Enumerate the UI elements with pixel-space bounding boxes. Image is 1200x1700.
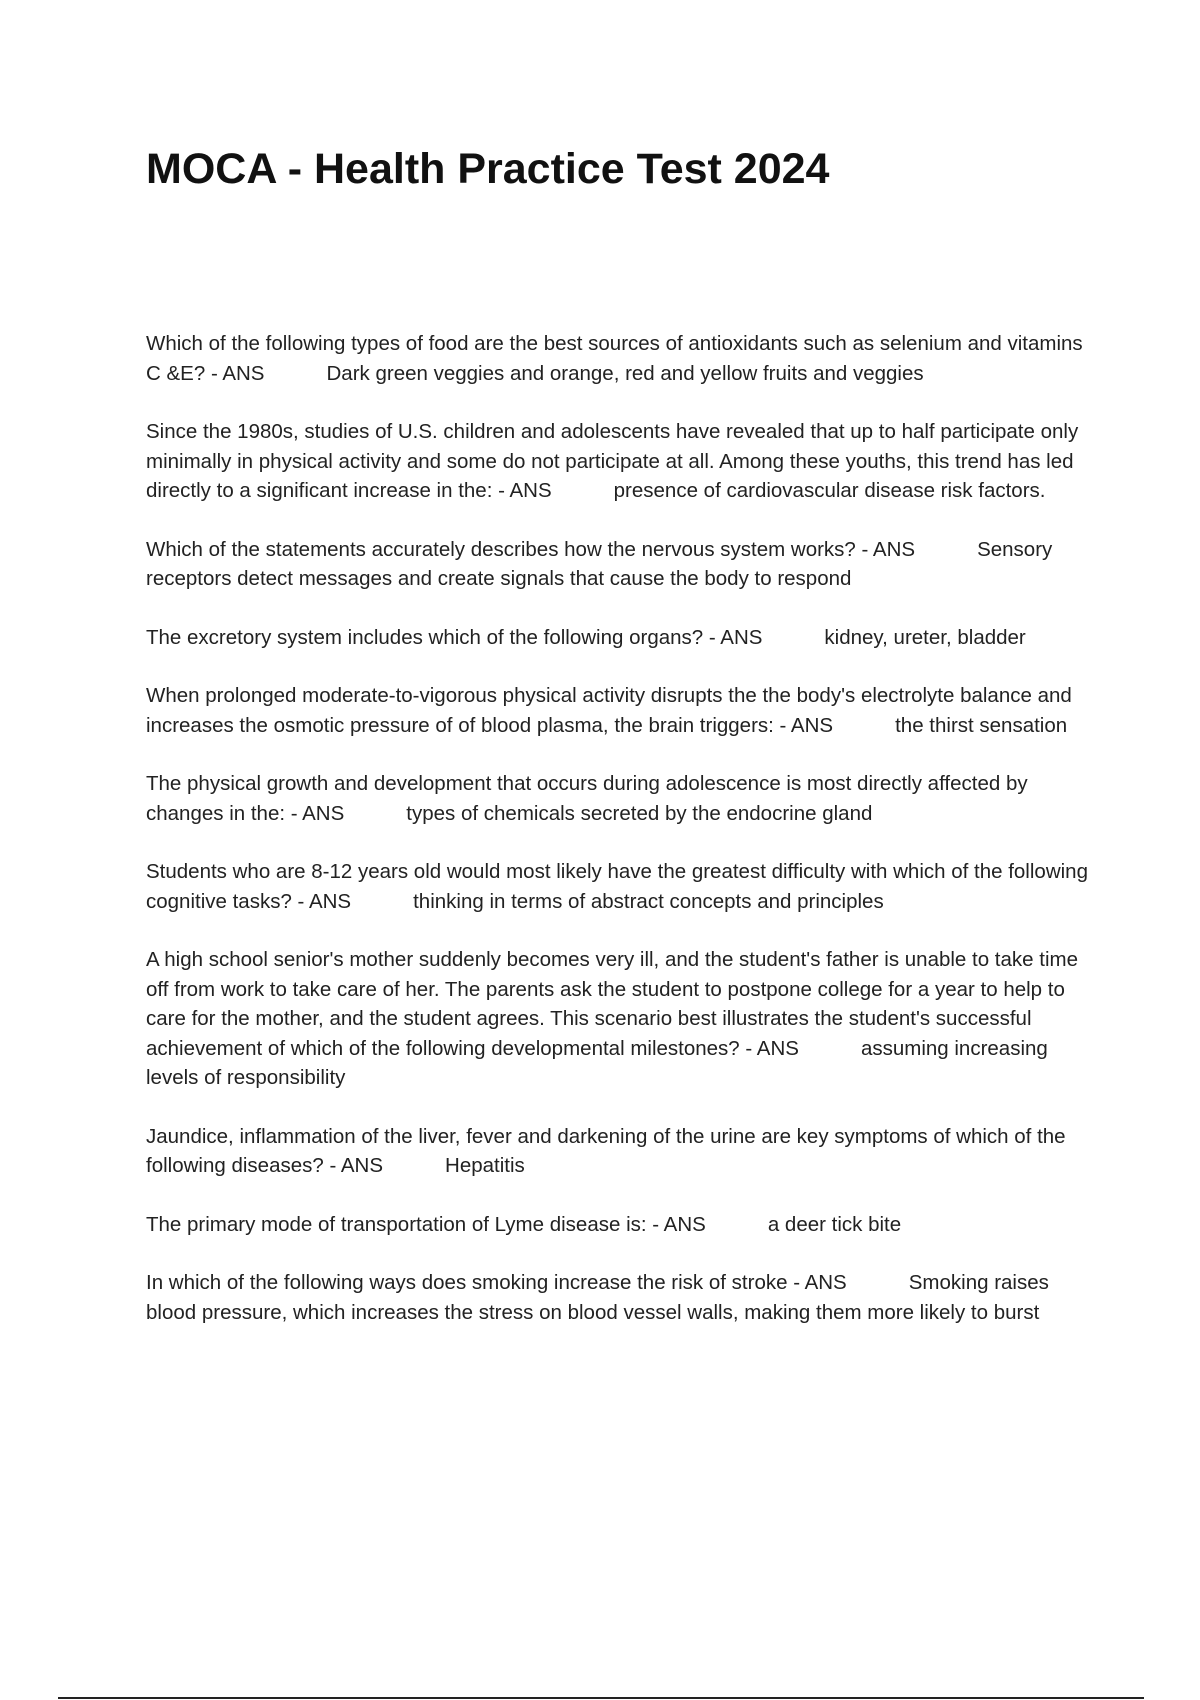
page-title: MOCA - Health Practice Test 2024 (146, 145, 830, 193)
answer-text: Sensory receptors detect messages and create signals that cause the body to respond (146, 537, 1053, 590)
qa-item (146, 623, 1096, 653)
answer-text: Dark green veggies and orange, red and yellow fruits and veggies (326, 361, 924, 385)
answer-text: types of chemicals secreted by the endocrine gland (406, 801, 873, 825)
footer-divider (58, 1697, 1144, 1699)
qa-item (146, 857, 1096, 916)
question-text: Since the 1980s, studies of U.S. children and adolescents have revealed that up to half participate only minimally in physical activity and some do not participate at all. Among these youths, this trend has led directly to a significant increase in the: - ANS (146, 420, 1079, 502)
answer-text: thinking in terms of abstract concepts and principles (413, 889, 884, 913)
qa-item (146, 417, 1096, 506)
answer-text: presence of cardiovascular disease risk factors. (613, 479, 1046, 502)
qa-item (146, 945, 1096, 1093)
question-text: The excretory system includes which of the following organs? - ANS (146, 625, 763, 649)
qa-item (146, 535, 1096, 594)
qa-item (146, 329, 1096, 388)
question-text: Which of the statements accurately describes how the nervous system works? - ANS (146, 537, 916, 561)
qa-item (146, 769, 1096, 828)
answer-text: kidney, ureter, bladder (824, 625, 1026, 649)
question-text: A high school senior's mother suddenly becomes very ill, and the student's father is unable to take time off from work to take care of her. The parents ask the student to postpone college for a year to help to care for the mother, and the student agrees. This scenario best illustrates the student's successful achievement of which of the following developmental milestones? - ANS (146, 948, 1078, 1060)
question-text: In which of the following ways does smoking increase the risk of stroke - ANS (146, 1271, 847, 1294)
qa-item (146, 1268, 1096, 1327)
answer-text: Hepatitis (445, 1154, 525, 1177)
question-text: Which of the following types of food are the best sources of antioxidants such as selenium and vitamins C &E? - ANS (146, 332, 1083, 385)
question-text: When prolonged moderate-to-vigorous physical activity disrupts the the body's electrolyte balance and increases the osmotic pressure of of blood plasma, the brain triggers: - ANS (146, 684, 1072, 737)
question-text: The physical growth and development that occurs during adolescence is most directly affected by changes in the: - ANS (146, 772, 1028, 825)
qa-list (146, 329, 1096, 1356)
answer-text: the thirst sensation (895, 713, 1068, 737)
answer-text: assuming increasing levels of responsibility (146, 1036, 1048, 1089)
answer-text: a deer tick bite (767, 1212, 902, 1236)
question-text: Students who are 8-12 years old would most likely have the greatest difficulty with which of the following cognitive tasks? - ANS (146, 860, 1088, 913)
qa-item (146, 681, 1096, 740)
qa-item (146, 1122, 1096, 1181)
qa-item (146, 1210, 1096, 1240)
question-text: The primary mode of transportation of Lyme disease is: - ANS (146, 1212, 706, 1236)
question-text: Jaundice, inflammation of the liver, fever and darkening of the urine are key symptoms of which of the following diseases? - ANS (146, 1124, 1066, 1177)
answer-text: Smoking raises blood pressure, which increases the stress on blood vessel walls, making them more likely to burst (146, 1271, 1049, 1324)
